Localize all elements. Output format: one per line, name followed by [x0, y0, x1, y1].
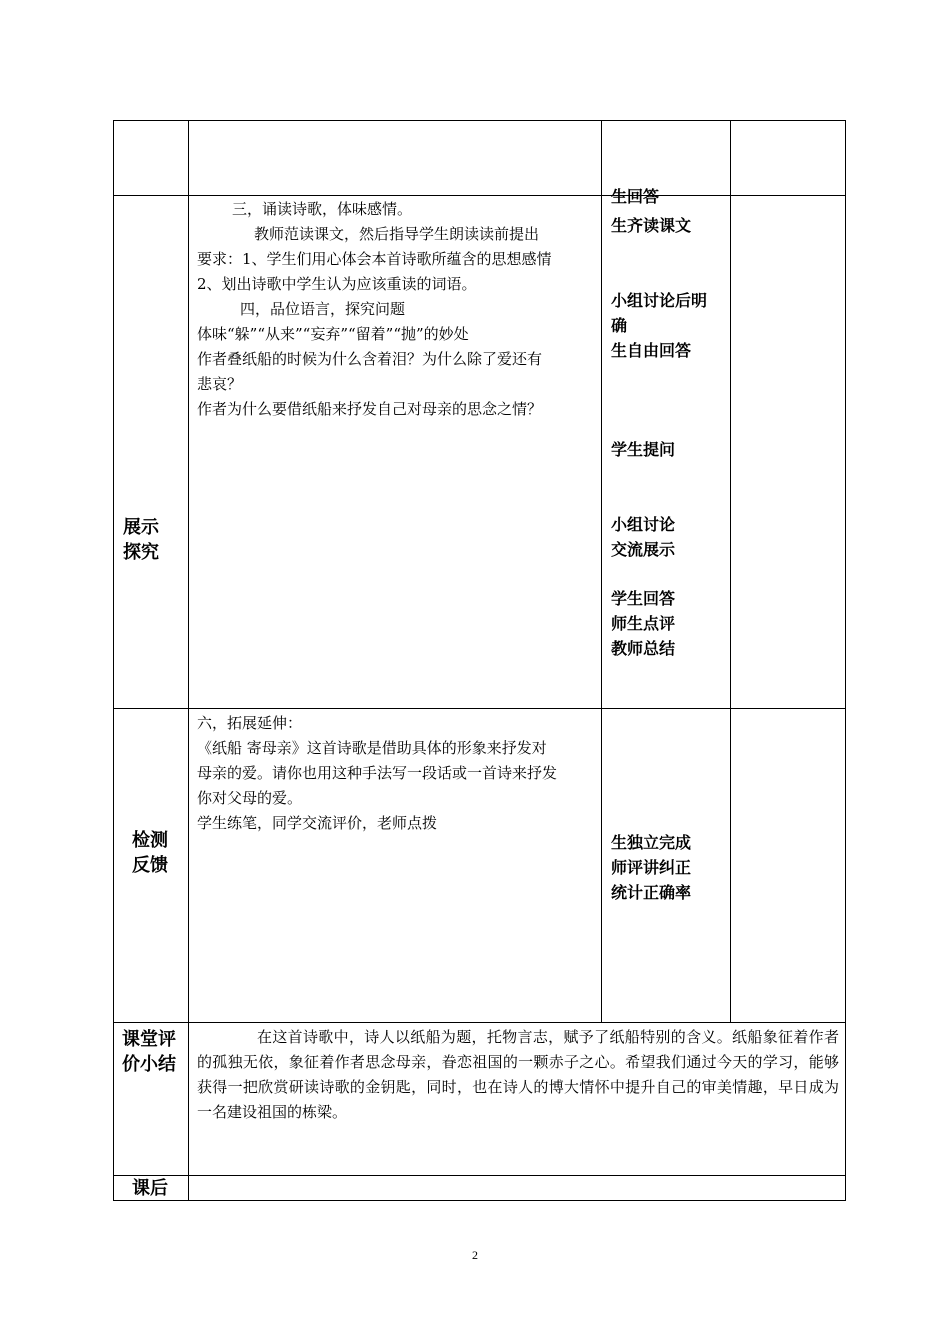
activity-line: 师生点评	[611, 614, 676, 633]
check-feedback-label: 检测 反馈	[132, 830, 168, 876]
row-divider	[113, 1022, 846, 1023]
show-explore-label: 展示 探究	[123, 517, 159, 563]
content-line: 四，品位语言，探究问题	[240, 300, 406, 318]
table-border-right	[845, 120, 846, 1201]
content-line: 作者为什么要借纸船来抒发自己对母亲的思念之情？	[197, 400, 543, 418]
activity-line: 统计正确率	[611, 883, 692, 902]
activity-line: 小组讨论	[611, 515, 676, 534]
content-line: 要求：1、学生们用心体会本首诗歌所蕴含的思想感情	[197, 250, 552, 268]
activity-line: 生自由回答	[611, 341, 692, 360]
page-number: 2	[472, 1248, 478, 1262]
content-line: 你对父母的爱。	[197, 789, 303, 807]
activity-line: 生独立完成	[611, 833, 692, 852]
content-line: 母亲的爱。请你也用这种手法写一段话或一首诗来抒发	[197, 764, 558, 782]
content-line: 教师范读课文，然后指导学生朗读读前提出	[254, 225, 540, 243]
row-divider	[113, 195, 846, 196]
activity-line: 生齐读课文	[611, 216, 692, 235]
content-line: 学生练笔，同学交流评价，老师点拨	[197, 814, 438, 832]
activity-line: 确	[611, 316, 628, 335]
activity-line: 交流展示	[611, 540, 676, 559]
after-class-label: 课后	[132, 1178, 168, 1199]
activity-line: 生回答	[611, 187, 660, 206]
row-divider	[113, 708, 846, 709]
content-line: 《纸船 寄母亲》这首诗歌是借助具体的形象来抒发对	[197, 739, 547, 757]
content-line: 作者叠纸船的时候为什么含着泪？为什么除了爱还有	[197, 350, 543, 368]
content-line: 悲哀？	[197, 375, 243, 393]
class-summary-label: 课堂评 价小结	[122, 1029, 176, 1075]
activity-line: 学生回答	[611, 589, 676, 608]
col-divider	[601, 120, 602, 1023]
activity-line: 教师总结	[611, 639, 676, 658]
col-divider	[730, 120, 731, 1023]
table-border-top	[113, 120, 846, 121]
content-line: 体味“躲”“从来”“妄弃”“留着”“抛”的妙处	[197, 325, 469, 343]
row-divider	[113, 1175, 846, 1176]
table-border-bottom	[113, 1200, 846, 1201]
activity-line: 师评讲纠正	[611, 858, 692, 877]
content-line: 2、划出诗歌中学生认为应该重读的词语。	[197, 275, 477, 293]
table-border-left	[113, 120, 114, 1201]
col-divider	[188, 120, 189, 1201]
content-line: 三，诵读诗歌，体味感情。	[232, 200, 413, 218]
activity-line: 学生提问	[611, 440, 676, 459]
activity-line: 小组讨论后明	[611, 291, 708, 310]
content-line: 六，拓展延伸：	[197, 714, 303, 732]
class-summary-text: 在这首诗歌中，诗人以纸船为题，托物言志，赋予了纸船特别的含义。纸船象征着作者的孤独无依，象征着作者思念母亲，眷恋祖国的一颗赤子之心。希望我们通过今天的学习，能够获得一把欣赏研读诗歌的金钥匙，同时，也在诗人的博大情怀中提升自己的审美情趣，早日成为一名建设祖国的栋梁。	[197, 1028, 839, 1121]
